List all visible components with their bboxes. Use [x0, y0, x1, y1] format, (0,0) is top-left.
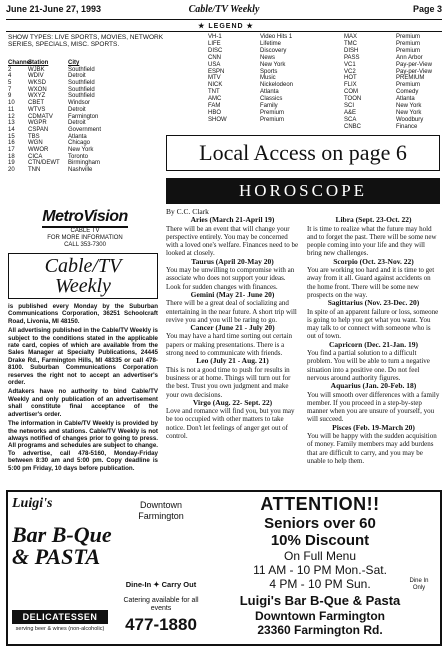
channel-row: 13 WGPR Detroit: [8, 120, 86, 127]
channel-row: HOT PREMIUM: [344, 75, 425, 82]
channel-row: SHOW Premium: [208, 116, 285, 123]
ad-right: ATTENTION!! Seniors over 60 10% Discount On Full Menu 11 AM - 10 PM Mon.-Sat. 4 PM - 10 PM Sun. Luigi's Bar B-Que & Pasta Downtown Farmington 23360 Farmington Rd.: [239, 494, 401, 637]
channel-row: 10 CBET Windsor: [8, 100, 91, 107]
zodiac-sign-text: This is not a good time to push for results in business or at home. Things will turn out for the best. Trust you own judgment and make your own decisions.: [166, 365, 291, 399]
zodiac-sign-text: In spite of an apparent failure or loss, someone is going to help you get what you want. You may talk to or connect with someone who is out of town.: [307, 307, 439, 341]
channel-row: FLIX Premium: [344, 82, 421, 89]
channel-row: SCA Woodbury: [344, 116, 424, 123]
channel-row: 5 WKSD Southfield: [8, 80, 95, 87]
channel-row: NICK Nickelodeon: [208, 82, 294, 89]
legend-rule: [6, 31, 442, 32]
channel-row: PASS Ann Arbor: [344, 54, 423, 61]
channel-row: 2 WJBK Southfield: [8, 66, 95, 73]
channel-row: HBO Premium: [208, 109, 285, 116]
zodiac-sign-heading: Libra (Sept. 23-Oct. 22): [335, 215, 412, 225]
logo-bar-b-que: Bar B-Que: [12, 522, 112, 547]
channel-row: CNN News: [208, 54, 276, 61]
channel-row: FAM Family: [208, 103, 278, 110]
zodiac-sign-text: You find a partial solution to a difficult problem. You will be able to turn a negative situation into a positive one. Do not feel nervous around authority figures.: [307, 349, 430, 382]
channel-row: 20 TNN Nashville: [8, 167, 93, 173]
channel-row: 4 WDIV Detroit: [8, 73, 86, 80]
deli-banner: DELICATESSEN: [12, 610, 108, 624]
dine-in-only-note: Dine In Only: [409, 578, 429, 591]
zodiac-sign-heading: Virgo (Aug. 22- Sept. 22): [192, 397, 273, 407]
local-access-box: Local Access on page 6: [166, 135, 440, 171]
luigis-logo: Luigi's Bar B-Que & PASTA DELICATESSEN serving beer & wines (non-alcoholic): [12, 496, 112, 632]
channel-table: [8, 60, 168, 174]
channel-row: AMC Classics: [208, 96, 283, 103]
channel-row: 19 CTN/DEWT Birmingham: [8, 160, 101, 167]
channel-row: 17 WWOR New York: [8, 146, 94, 153]
channel-row: DISH Premium: [344, 47, 421, 54]
channel-row: 15 TBS Atlanta: [8, 133, 87, 140]
zodiac-sign-heading: Aries (March 21-April 19): [190, 215, 275, 225]
channel-row: TMC Premium: [344, 40, 421, 47]
channel-row: DISC Discovery: [208, 47, 287, 54]
zodiac-sign-heading: Scorpio (Oct. 23-Nov. 22): [333, 256, 414, 266]
zodiac-sign-text: There will be a great deal of socializing and entertaining in the near future. A short trip will revive you and you will be raring to go.: [166, 299, 297, 324]
zodiac-sign-heading: Gemini (May 21- June 20): [190, 289, 275, 299]
cable-tv-weekly-box: Cable/TV Weekly: [8, 253, 158, 299]
channel-row: 16 WGN Chicago: [8, 140, 91, 147]
legend-title: ★ LEGEND ★: [198, 23, 254, 30]
publication-title: Cable/TV Weekly: [188, 4, 260, 15]
channel-row: A&E New York: [344, 109, 422, 116]
channel-row: CNBC Finance: [344, 123, 418, 130]
zodiac-sign-heading: Aquarius (Jan. 20-Feb. 18): [330, 381, 417, 391]
channel-row: 9 WXYZ Southfield: [8, 93, 95, 100]
channel-row: VC1 Pay-per-View: [344, 61, 432, 68]
catering-note: Catering available for all events: [123, 597, 199, 612]
channel-row: MAX Premium: [344, 34, 421, 40]
zodiac-sign-text: You are working too hard and it is time to get away from it all. Guard against accidents on the home front. There will be some new prospects on the way.: [307, 266, 435, 299]
channel-row: VH-1 Video Hits 1: [208, 34, 293, 40]
channel-list-column-2: [196, 34, 321, 124]
zodiac-sign-text: It is time to realize what the future may hold and to forget the past. There will be some new people coming into your life and they will bring new challenges.: [307, 224, 437, 258]
channel-row: 11 WTVS Detroit: [8, 106, 86, 113]
channel-row: VC2 Pay-per-View: [344, 68, 432, 75]
channel-row: TNT Atlanta: [208, 89, 279, 96]
channel-row: USA New York: [208, 61, 286, 68]
zodiac-sign-text: There will be an event that will change your perspective entirely. You may be concerned with a loved one's welfare. Finances need to be looked at closely.: [166, 224, 299, 258]
horoscope-column-right: [307, 216, 440, 465]
zodiac-sign-heading: Sagittarius (Nov. 23-Dec. 20): [327, 298, 420, 308]
page-header: [6, 4, 442, 20]
deli-subtitle: serving beer & wines (non-alcoholic): [15, 626, 105, 632]
show-types: SHOW TYPES: LIVE SPORTS, MOVIES, NETWORK SERIES, SPECIALS, MISC. SPORTS.: [8, 34, 164, 48]
zodiac-sign-heading: Leo (July 21 - Aug. 21): [196, 356, 269, 366]
zodiac-sign-text: Love and romance will find you, but you may be too occupied with other matters to take notice. Don't let feelings of anger get out of control.: [166, 407, 295, 441]
zodiac-sign-heading: Taurus (April 20-May 20): [191, 256, 274, 266]
horoscope-column-left: [166, 216, 299, 465]
zodiac-sign-text: You will smooth over differences with a family member. If you proceed in a step-by-step manner when you are unsure of yourself, you will succeed.: [307, 390, 440, 424]
channel-row: 7 WXON Southfield: [8, 86, 95, 93]
channel-table-header: Channel Station City: [8, 60, 80, 66]
channel-row: SCI New York: [344, 103, 422, 110]
channel-row: MTV Music: [208, 75, 276, 82]
horoscope-byline: By C.C. Clark: [166, 207, 209, 216]
zodiac-sign-text: You may have a hard time sorting out certain papers or making presentations. There is a strong need to communicate with friends.: [166, 332, 293, 358]
channel-list-column-3: [332, 34, 442, 131]
zodiac-sign-heading: Capricorn (Dec. 21-Jan. 19): [329, 339, 418, 349]
issue-dates: June 21-June 27, 1993: [6, 4, 102, 14]
channel-row: 18 CICA Toronto: [8, 153, 89, 160]
channel-row: ESPN Sports: [208, 68, 278, 75]
zodiac-sign-text: You will be happy with the sudden acquisition of money. Family members may add burdens that are difficult to carry, and you may be unable to help them.: [307, 432, 437, 465]
channel-row: LIFE Lifetime: [208, 40, 282, 47]
zodiac-sign-heading: Cancer (June 21 - July 20): [190, 323, 275, 333]
header-rule: [6, 19, 442, 20]
zodiac-sign-heading: Pisces (Feb. 19-March 20): [332, 422, 415, 432]
page-number: Page 3: [412, 4, 442, 14]
channel-row: 12 CDMATV Farmington: [8, 113, 99, 120]
dine-in-carry-out: Dine-In ✦ Carry Out: [125, 580, 197, 589]
phone-number: 477-1880: [125, 615, 197, 634]
horoscope-banner: HOROSCOPE: [166, 178, 440, 204]
logo-pasta: & PASTA: [12, 544, 101, 569]
channel-row: TOON Atlanta: [344, 96, 415, 103]
publication-info: is published every Monday by the Suburban Communications Corporation, 36251 Schoolcraft Road, Livonia, MI 48150. All advertising published in the Cable/TV Weekly is subject to the conditions stated in the applicable rate card, copies of which are available from the Sales Manager at Specialty Publications, 24445 Drake Rd., Farmington Hills, MI 48335 or call 478-8100. Suburban Communications Corporation reserves the right not to accept an advertiser's order. Adtakers have no authority to bind Cable/TV Weekly and only publication of an advertisement shall constitute final acceptance of the advertiser's order. The information in Cable/TV Weekly is provided by the networks and stations. Cable/TV Weekly is not always notified of changes prior to going to press. All programs and schedules are subject to change. To advertise, call 478-5160, Monday-Friday between 8:30 am and 5:00 pm. Copy deadline is 5:00 pm Friday, 10 days before publication.: [8, 303, 158, 472]
channel-row: COM Comedy: [344, 89, 419, 96]
zodiac-sign-text: You may be unwilling to compromise with an associate who does not support your ideas. Look for sudden changes with finances.: [166, 266, 295, 291]
ad-middle: Downtown Farmington Dine-In ✦ Carry Out Catering available for all events 477-1880: [120, 500, 202, 635]
horoscope-section: [166, 208, 440, 465]
metrovision-logo: MetroVision: [42, 208, 127, 228]
channel-row: 14 CSPAN Government: [8, 126, 102, 133]
metrovision-ad: MetroVision CABLE TV FOR MORE INFORMATION CALL 353-7300: [42, 208, 128, 248]
